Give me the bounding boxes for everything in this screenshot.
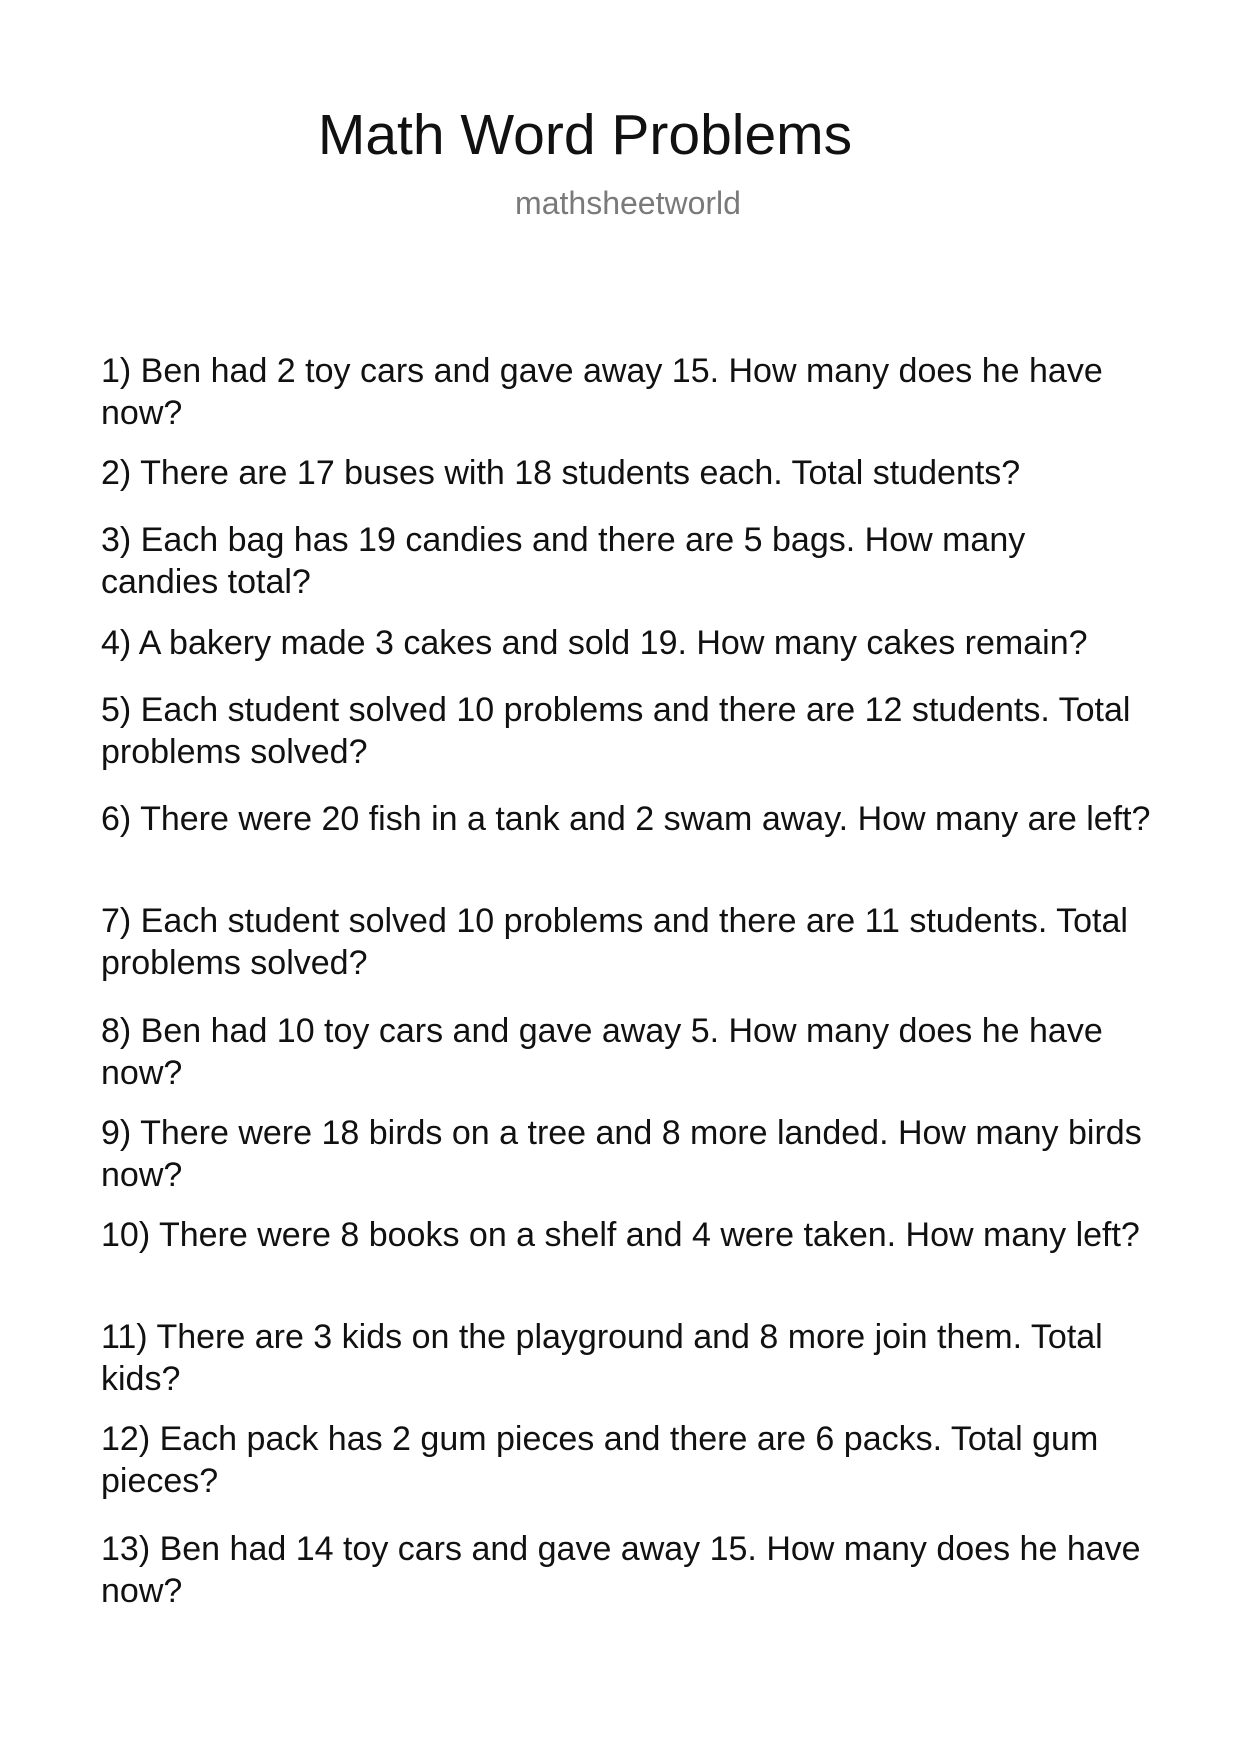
problem-4: 4) A bakery made 3 cakes and sold 19. How many cakes remain?: [101, 624, 1088, 662]
problem-2: 2) There are 17 buses with 18 students each. Total students?: [101, 454, 1021, 492]
problem-8: 8) Ben had 10 toy cars and gave away 5. How many does he have now?: [101, 1012, 1103, 1092]
problem-13: 13) Ben had 14 toy cars and gave away 15. How many does he have now?: [101, 1530, 1141, 1610]
problem-3: 3) Each bag has 19 candies and there are 5 bags. How many candies total?: [101, 521, 1026, 601]
problem-9: 9) There were 18 birds on a tree and 8 more landed. How many birds now?: [101, 1114, 1142, 1194]
problem-10: 10) There were 8 books on a shelf and 4 were taken. How many left?: [101, 1216, 1140, 1254]
problem-1: 1) Ben had 2 toy cars and gave away 15. How many does he have now?: [101, 352, 1103, 432]
page-title: Math Word Problems: [317, 103, 853, 167]
page-subtitle: mathsheetworld: [515, 185, 741, 221]
problem-5: 5) Each student solved 10 problems and there are 12 students. Total problems solved?: [101, 691, 1131, 771]
problem-11: 11) There are 3 kids on the playground and 8 more join them. Total kids?: [101, 1318, 1103, 1398]
problem-6: 6) There were 20 fish in a tank and 2 swam away. How many are left?: [101, 800, 1151, 838]
problem-12: 12) Each pack has 2 gum pieces and there are 6 packs. Total gum pieces?: [101, 1420, 1099, 1500]
problem-7: 7) Each student solved 10 problems and there are 11 students. Total problems solved?: [101, 902, 1128, 982]
